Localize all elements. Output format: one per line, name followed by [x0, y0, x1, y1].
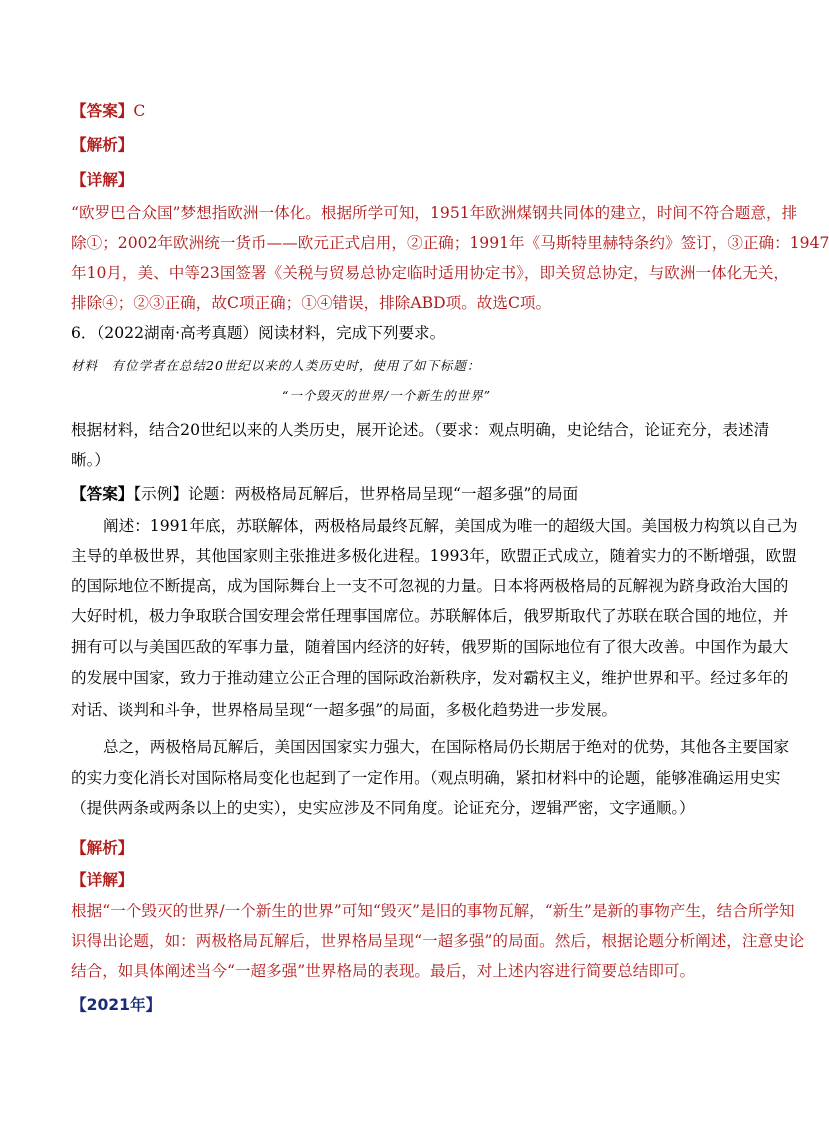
detail-label-1: 【详解】 [71, 171, 134, 189]
question6-requirement-2: 晰。） [71, 451, 110, 469]
answer2-p1-line-5: 拥有可以与美国匹敌的军事力量，随着国内经济的好转，俄罗斯的国际地位有了很大改善。中国作为最大 [71, 638, 789, 656]
detail1-line-2d: ③正确 [727, 234, 775, 252]
answer2-label: 【答案】 [71, 485, 134, 503]
detail1-line-1: “欧罗巴合众国”梦想指欧洲一体化。根据所学可知，1951年欧洲煤钢共同体的建立，时间不符合题意，排 [71, 204, 798, 222]
answer2-p1-line-4: 大好时机，极力争取联合国安理会常任理事国席位。苏联解体后，俄罗斯取代了苏联在联合国的地位，并 [71, 607, 789, 625]
answer2-p1-line-6: 的发展中国家，致力于推动建立公正合理的国际政治新秩序，发对霸权主义，维护世界和平。经过多年的 [71, 669, 789, 687]
answer2-p1-line-7: 对话、谈判和斗争，世界格局呈现“一超多强”的局面，多极化趋势进一步发展。 [71, 701, 618, 719]
detail2-line-1: 根据“一个毁灭的世界/一个新生的世界”可知“毁灭”是旧的事物瓦解，“新生”是新的事物产生，结合所学知 [71, 902, 795, 920]
analysis-label-2: 【解析】 [71, 839, 134, 857]
question6-requirement-1: 根据材料，结合20世纪以来的人类历史，展开论述。（要求：观点明确，史论结合，论证充分，表述清 [71, 421, 770, 439]
answer-label: 【答案】 [71, 102, 134, 120]
detail2-line-3: 结合，如具体阐述当今“一超多强”世界格局的表现。最后，对上述内容进行简要总结即可。 [71, 962, 696, 980]
detail1-line-2b: ②正确 [406, 234, 454, 252]
detail1-line-2c: ；1991年《马斯特里赫特条约》签订， [453, 234, 728, 252]
detail1-line-2e: ：1947 [774, 234, 829, 252]
answer2-p2-line-1: 总之，两极格局瓦解后，美国因国家实力强大，在国际格局仍长期居于绝对的优势，其他各主要国家 [103, 738, 790, 756]
answer2-p1-line-3: 的国际地位不断提高，成为国际舞台上一支不可忽视的力量。日本将两极格局的瓦解视为跻身政治大国的 [71, 577, 789, 595]
question6-quote: “一个毁灭的世界/一个新生的世界” [282, 388, 491, 403]
answer2-p2-line-2: 的实力变化消长对国际格局变化也起到了一定作用。（观点明确，紧扣材料中的论题，能够准确运用史实 [71, 769, 781, 787]
detail2-line-2: 识得出论题，如：两极格局瓦解后，世界格局呈现“一超多强”的局面。然后，根据论题分析阐述，注意史论 [71, 932, 805, 950]
answer2-p2-line-3: （提供两条或两条以上的史实），史实应涉及不同角度。论证充分，逻辑严密，文字通顺。） [71, 799, 695, 817]
analysis-label-1: 【解析】 [71, 136, 134, 154]
answer2-p1-line-2: 主导的单极世界，其他国家则主张推进多极化进程。1993年，欧盟正式成立，随着实力的不断增强，欧盟 [71, 547, 797, 565]
detail1-line-4: 排除④；②③正确，故C项正确；①④错误，排除ABD项。故选C项。 [71, 294, 552, 312]
answer2-example: 【示例】论题：两极格局瓦解后，世界格局呈现“一超多强”的局面 [133, 485, 579, 503]
detail1-line-3: 年10月，美、中等23国签署《关税与贸易总协定临时适用协定书》，即关贸总协定，与欧洲一体化无关， [71, 264, 790, 282]
detail1-line-2a: 除①；2002年欧洲统一货币——欧元正式启用， [71, 234, 407, 252]
answer-line-1 [71, 101, 145, 121]
answer2-p1-line-1: 阐述：1991年底，苏联解体，两极格局最终瓦解，美国成为唯一的超级大国。美国极力构筑以自己为 [103, 517, 798, 535]
detail-label-2: 【详解】 [71, 871, 134, 889]
question6-material: 材料 有位学者在总结20世纪以来的人类历史时，使用了如下标题： [71, 358, 481, 373]
answer-value: C [133, 102, 146, 120]
answer-line-2 [71, 484, 578, 504]
detail1-line-2 [71, 233, 829, 253]
section-year-heading: 【2021年】 [71, 996, 162, 1014]
question6-stem: 6．（2022湖南·高考真题）阅读材料，完成下列要求。 [71, 324, 446, 342]
